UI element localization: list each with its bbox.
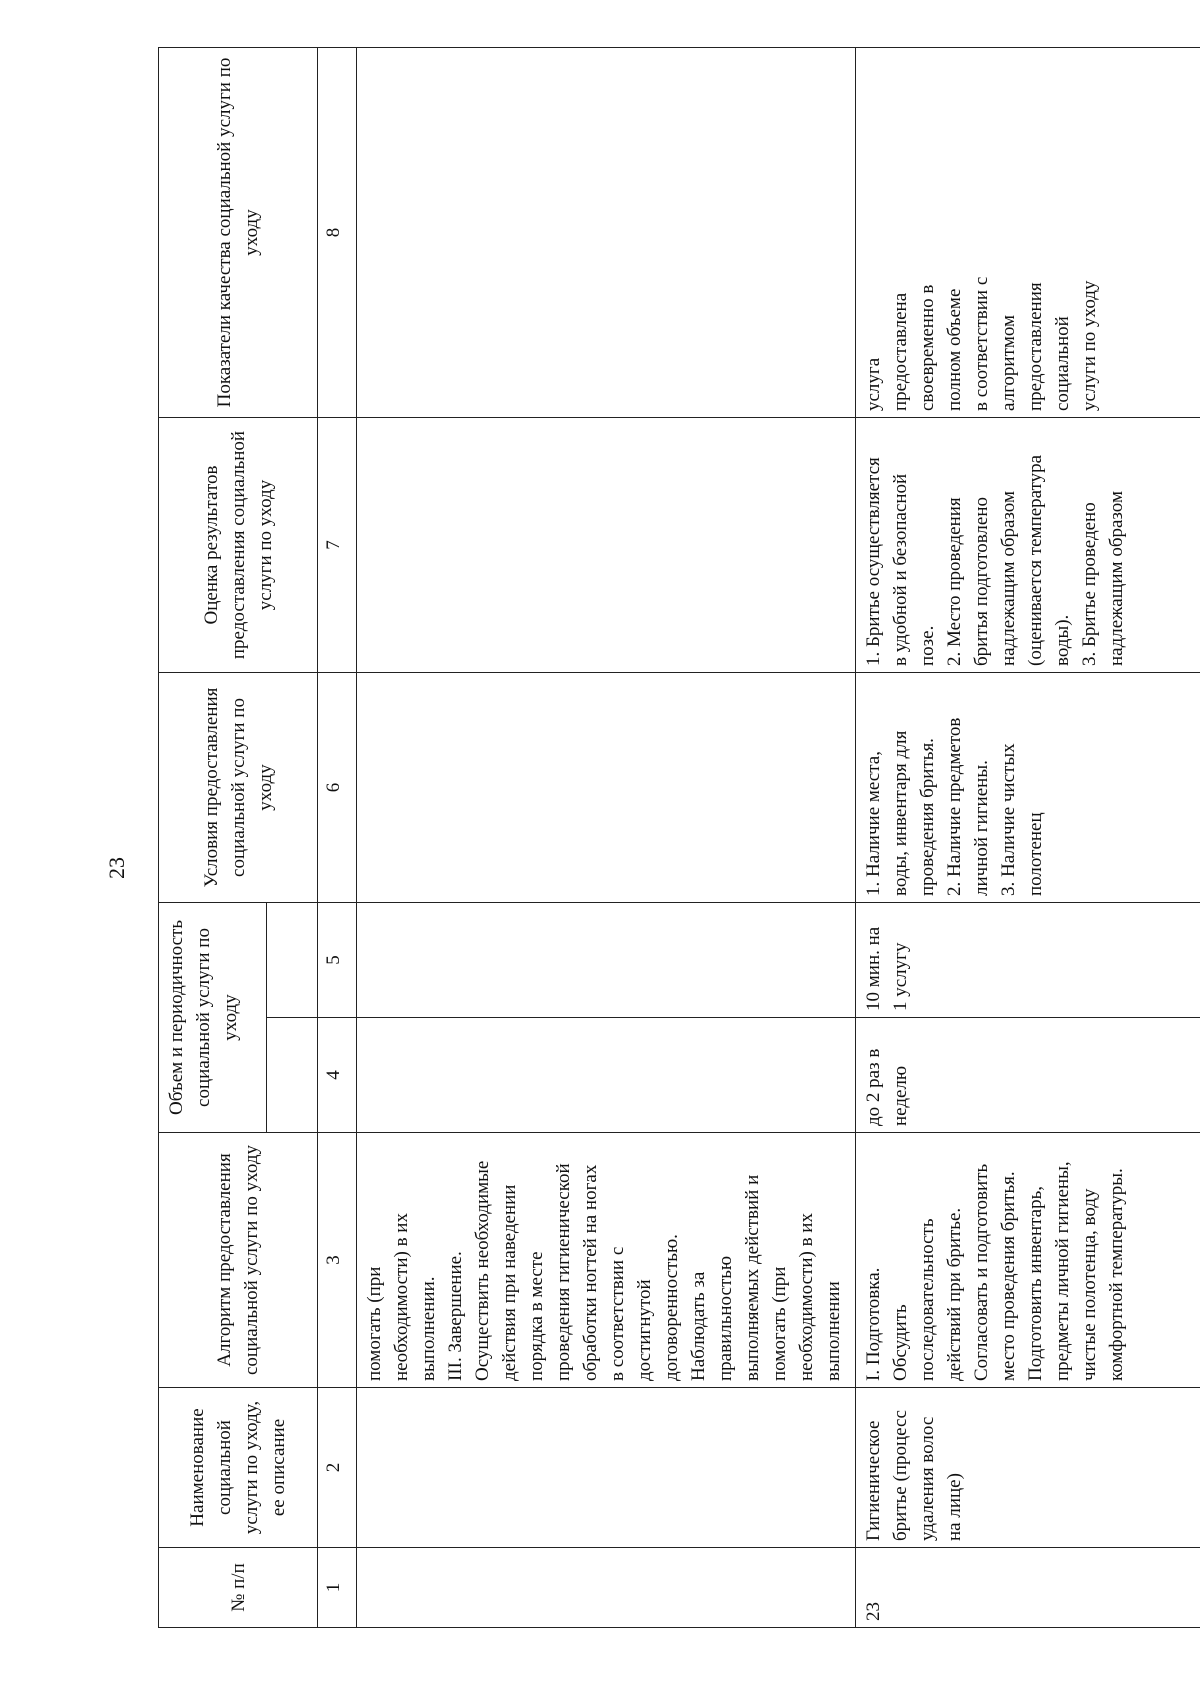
services-table [158, 47, 1200, 1628]
table-row-continued [357, 48, 856, 1628]
text-line: проведения бритья. [917, 738, 938, 896]
column-number: 7 [318, 418, 357, 673]
text-line: последовательность [917, 1218, 938, 1381]
text-line: до 2 раз в [863, 1048, 884, 1126]
column-number-row [318, 48, 357, 1628]
page-number: 23 [104, 857, 129, 879]
text-line: Подготовить инвентарь, [1025, 1185, 1046, 1381]
cell-frequency [856, 1018, 1200, 1133]
text-line: действия при наведении [499, 1184, 520, 1381]
rotated-table-container [158, 48, 1200, 1628]
text-line: бритье (процесс [890, 1410, 911, 1541]
text-line: III. Завершение. [445, 1251, 466, 1381]
header-quality: Показатели качества социальной услуги по уходу [159, 48, 318, 418]
cell-name [856, 1388, 1200, 1548]
cell-name [357, 1388, 856, 1548]
text-line: удаления волос [917, 1416, 938, 1541]
cell-no: 23 [856, 1548, 1200, 1628]
text-line: 1. Наличие места, [863, 751, 884, 896]
header-volume-left [266, 1018, 317, 1133]
text-line: своевременно в [917, 284, 938, 411]
cell-quality [357, 48, 856, 418]
text-line: 10 мин. на [863, 926, 884, 1011]
text-line: 2. Место проведения [944, 497, 965, 666]
cell-quality [856, 48, 1200, 418]
text-line: (оценивается температура [1025, 454, 1046, 666]
text-line: социальной [1052, 316, 1073, 411]
cell-frequency [357, 1018, 856, 1133]
text-line: необходимости) в их [796, 1213, 817, 1381]
text-line: бритья подготовлено [971, 496, 992, 666]
text-line: в удобной и безопасной [890, 473, 911, 666]
column-number: 2 [318, 1388, 357, 1548]
text-line: услуга [863, 357, 884, 411]
text-line: услуги по уходу [1079, 280, 1100, 411]
text-line: в соответствии с [607, 1246, 628, 1381]
text-line: выполнении. [418, 1276, 439, 1381]
header-volume: Объем и периодичность социальной услуги по уходу [159, 903, 267, 1133]
column-number: 8 [318, 48, 357, 418]
text-line: выполняемых действий и [742, 1174, 763, 1381]
text-line: чистые полотенца, воду [1079, 1188, 1100, 1381]
text-line: договоренностью. [661, 1234, 682, 1381]
cell-algorithm [357, 1133, 856, 1388]
text-line: воды, инвентаря для [890, 730, 911, 896]
column-number: 3 [318, 1133, 357, 1388]
cell-evaluation [357, 418, 856, 673]
text-line: 1. Бритье осуществляется [863, 457, 884, 666]
text-line: помогать (при [769, 1266, 790, 1381]
text-line: полотенец [1025, 812, 1046, 896]
text-line: проведения гигиенической [553, 1163, 574, 1381]
text-line: достигнутой [634, 1279, 655, 1381]
text-line: комфортной температуры. [1106, 1168, 1127, 1381]
text-line: Согласовать и подготовить [971, 1163, 992, 1381]
text-line: помогать (при [364, 1266, 385, 1381]
text-line: предметы личной гигиены, [1052, 1161, 1073, 1381]
cell-conditions [357, 673, 856, 903]
text-line: предоставления [1025, 282, 1046, 411]
text-line: надлежащим образом [998, 491, 1019, 666]
cell-conditions [856, 673, 1200, 903]
text-line: позе. [917, 625, 938, 666]
text-line: Наблюдать за [688, 1271, 709, 1381]
cell-duration [856, 903, 1200, 1018]
text-line: правильностью [715, 1255, 736, 1381]
text-line: необходимости) в их [391, 1213, 412, 1381]
text-line: на лице) [944, 1473, 965, 1541]
cell-algorithm [856, 1133, 1200, 1388]
table-row-23 [856, 48, 1200, 1628]
header-evaluation: Оценка результатов предоставления социальной услуги по уходу [159, 418, 318, 673]
text-line: в соответствии с [971, 276, 992, 411]
header-volume-right [266, 903, 317, 1018]
header-conditions: Условия предоставления социальной услуги по уходу [159, 673, 318, 903]
text-line: выполнении [823, 1281, 844, 1381]
text-line: место проведения бритья. [998, 1171, 1019, 1381]
text-line: 2. Наличие предметов [944, 717, 965, 896]
text-line: Обсудить [890, 1304, 911, 1381]
column-number: 1 [318, 1548, 357, 1628]
text-line: личной гигиены. [971, 760, 992, 896]
header-algorithm: Алгоритм предоставления социальной услуги по уходу [159, 1133, 318, 1388]
text-line: обработки ногтей на ногах [580, 1164, 601, 1381]
text-line: полном объеме [944, 288, 965, 411]
header-name: Наименование социальной услуги по уходу, ее описание [159, 1388, 318, 1548]
header-no: № п/п [159, 1548, 318, 1628]
column-number: 4 [318, 1018, 357, 1133]
text-line: 3. Наличие чистых [998, 743, 1019, 896]
text-line: действий при бритье. [944, 1207, 965, 1381]
text-line: Гигиеническое [863, 1420, 884, 1541]
header-row [159, 48, 267, 1628]
cell-no [357, 1548, 856, 1628]
text-line: предоставлена [890, 292, 911, 411]
text-line: воды). [1052, 614, 1073, 666]
text-line: 1 услугу [890, 942, 911, 1011]
text-line: 3. Бритье проведено [1079, 502, 1100, 666]
text-line: I. Подготовка. [863, 1267, 884, 1381]
cell-evaluation [856, 418, 1200, 673]
text-line: алгоритмом [998, 314, 1019, 411]
text-line: надлежащим образом [1106, 491, 1127, 666]
column-number: 6 [318, 673, 357, 903]
column-number: 5 [318, 903, 357, 1018]
cell-duration [357, 903, 856, 1018]
text-line: Осуществить необходимые [472, 1160, 493, 1381]
text-line: неделю [890, 1065, 911, 1126]
text-line: порядка в месте [526, 1251, 547, 1381]
